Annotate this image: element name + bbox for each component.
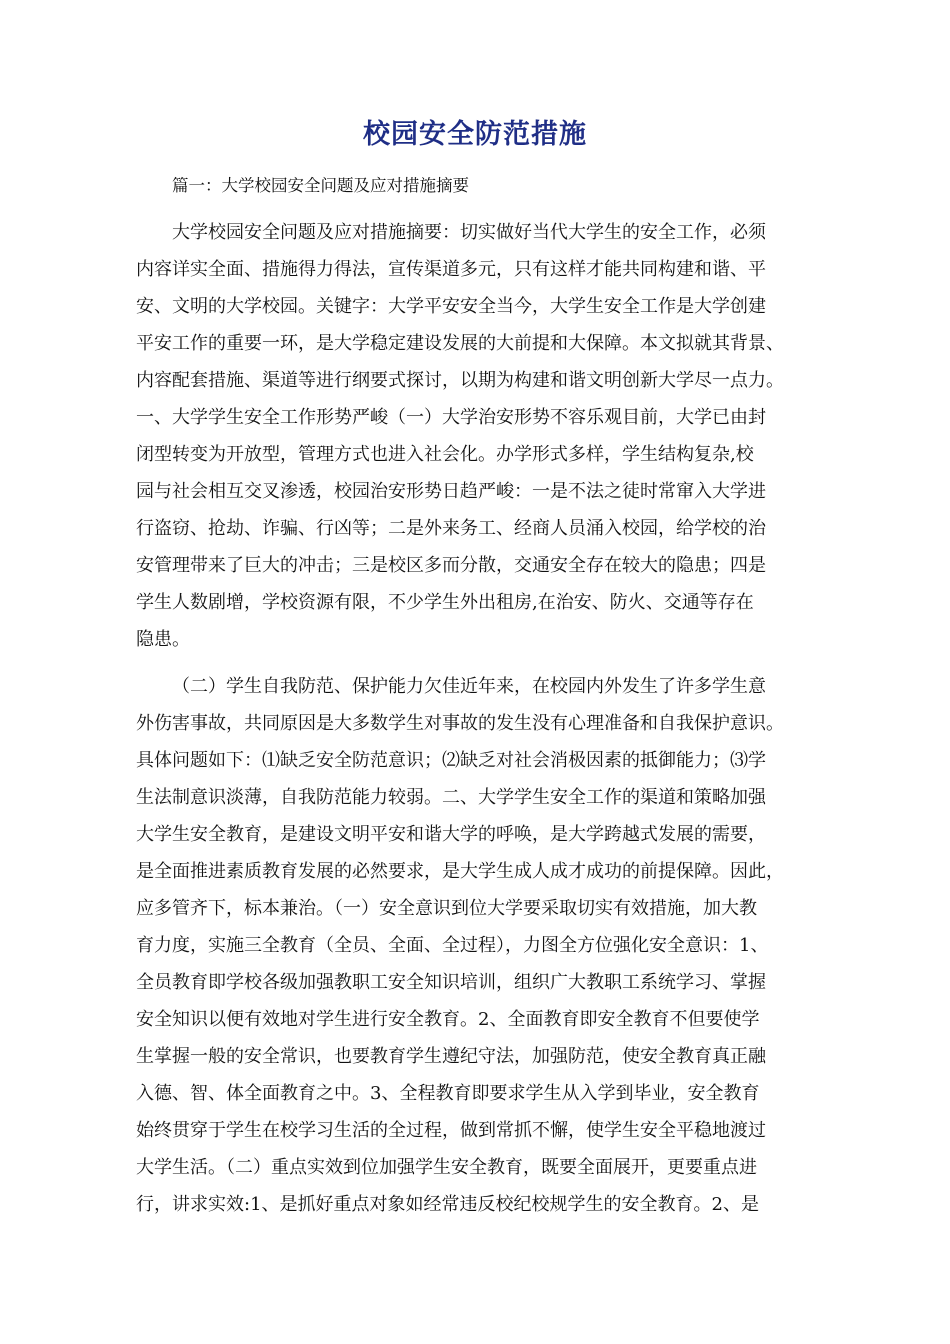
text-line: 行盗窃、抢劫、诈骗、行凶等；二是外来务工、经商人员涌入校园，给学校的治: [136, 518, 766, 539]
section-heading: 篇一：大学校园安全问题及应对措施摘要: [172, 176, 469, 195]
document-title: 校园安全防范措施: [363, 119, 587, 150]
text-line: 一、大学学生安全工作形势严峻（一）大学治安形势不容乐观目前，大学已由封: [136, 407, 766, 428]
text-line: 应多管齐下，标本兼治。（一）安全意识到位大学要采取切实有效措施，加大教: [136, 898, 757, 919]
text-line: 全员教育即学校各级加强教职工安全知识培训，组织广大教职工系统学习、掌握: [136, 972, 766, 993]
text-line: 安、文明的大学校园。关键字：大学平安安全当今，大学生安全工作是大学创建: [136, 296, 766, 317]
text-line: 大学校园安全问题及应对措施摘要：切实做好当代大学生的安全工作，必须: [172, 222, 766, 243]
text-line: （二）学生自我防范、保护能力欠佳近年来，在校园内外发生了许多学生意: [172, 676, 766, 697]
text-line: 安全知识以便有效地对学生进行安全教育。2、全面教育即安全教育不但要使学: [136, 1009, 760, 1030]
text-line: 闭型转变为开放型，管理方式也进入社会化。办学形式多样，学生结构复杂,校: [136, 444, 754, 465]
text-line: 园与社会相互交叉渗透，校园治安形势日趋严峻：一是不法之徒时常窜入大学进: [136, 481, 766, 502]
text-line: 外伤害事故，共同原因是大多数学生对事故的发生没有心理准备和自我保护意识。: [136, 713, 784, 734]
paragraph-2: [136, 668, 784, 1223]
text-line: 生法制意识淡薄，自我防范能力较弱。二、大学学生安全工作的渠道和策略加强: [136, 787, 766, 808]
text-line: 大学生安全教育，是建设文明平安和谐大学的呼唤，是大学跨越式发展的需要，: [136, 824, 766, 845]
text-line: 安管理带来了巨大的冲击；三是校区多而分散，交通安全存在较大的隐患；四是: [136, 555, 766, 576]
text-line: 大学生活。（二）重点实效到位加强学生安全教育，既要全面展开，更要重点进: [136, 1157, 757, 1178]
text-line: 学生人数剧增，学校资源有限，不少学生外出租房,在治安、防火、交通等存在: [136, 592, 754, 613]
text-line: 是全面推进素质教育发展的必然要求，是大学生成人成才成功的前提保障。因此，: [136, 861, 784, 882]
text-line: 隐患。: [136, 629, 190, 650]
text-line: 入德、智、体全面教育之中。3、全程教育即要求学生从入学到毕业，安全教育: [136, 1083, 760, 1104]
paragraph-1: [136, 214, 784, 658]
text-line: 育力度，实施三全教育（全员、全面、全过程），力图全方位强化安全意识：1、: [136, 935, 769, 956]
text-line: 具体问题如下：⑴缺乏安全防范意识；⑵缺乏对社会消极因素的抵御能力；⑶学: [136, 750, 766, 771]
text-line: 始终贯穿于学生在校学习生活的全过程，做到常抓不懈，使学生安全平稳地渡过: [136, 1120, 766, 1141]
text-line: 内容详实全面、措施得力得法，宣传渠道多元，只有这样才能共同构建和谐、平: [136, 259, 766, 280]
text-line: 平安工作的重要一环，是大学稳定建设发展的大前提和大保障。本文拟就其背景、: [136, 333, 784, 354]
text-line: 生掌握一般的安全常识，也要教育学生遵纪守法，加强防范，使安全教育真正融: [136, 1046, 766, 1067]
text-line: 内容配套措施、渠道等进行纲要式探讨，以期为构建和谐文明创新大学尽一点力。: [136, 370, 784, 391]
text-line: 行，讲求实效:1、是抓好重点对象如经常违反校纪校规学生的安全教育。2、是: [136, 1194, 759, 1215]
